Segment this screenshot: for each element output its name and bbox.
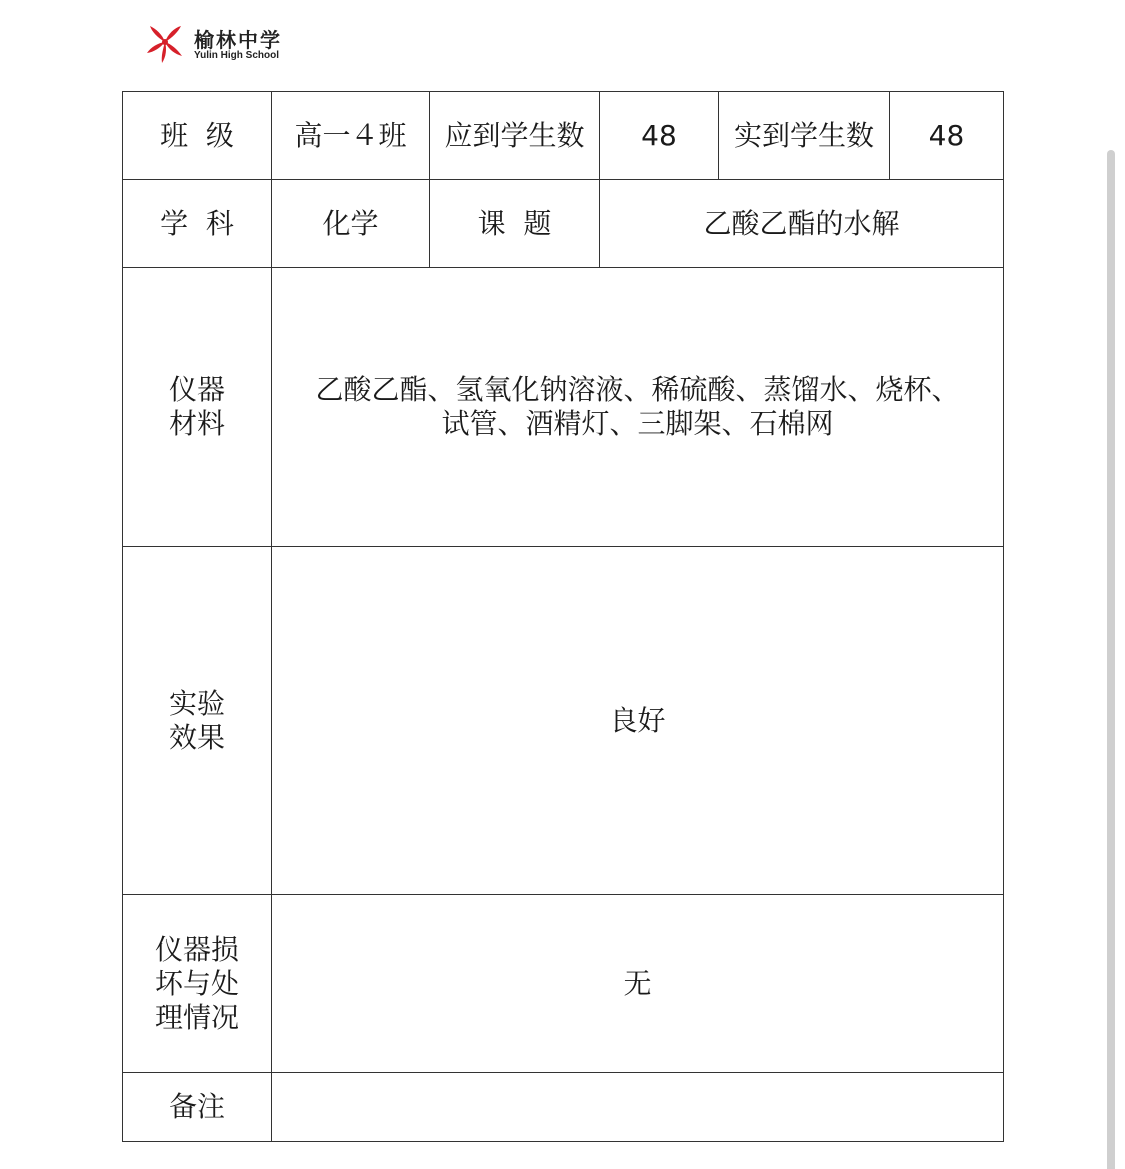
damage-label-line: 仪器损 xyxy=(154,932,239,966)
table-row xyxy=(123,547,1004,895)
materials-label-line: 材料 xyxy=(168,407,225,440)
class-label: 班 级 xyxy=(123,92,272,180)
damage-label-line: 理情况 xyxy=(154,1000,239,1034)
school-name-en: Yulin High School xyxy=(194,50,279,61)
materials-label-line: 仪器 xyxy=(168,373,225,406)
expected-students-value: 48 xyxy=(600,92,719,180)
materials-label xyxy=(123,268,272,547)
subject-value: 化学 xyxy=(272,180,430,268)
subject-label: 学 科 xyxy=(123,180,272,268)
effect-label xyxy=(123,547,272,895)
actual-students-label: 实到学生数 xyxy=(719,92,890,180)
table-row xyxy=(123,268,1004,547)
effect-label-line: 实验 xyxy=(168,686,225,720)
remarks-value[interactable] xyxy=(272,1073,1004,1142)
school-emblem-icon xyxy=(144,22,186,64)
expected-students-label: 应到学生数 xyxy=(430,92,600,180)
class-value: 高一４班 xyxy=(272,92,430,180)
vertical-scrollbar[interactable] xyxy=(1107,150,1115,1169)
remarks-label: 备注 xyxy=(123,1073,272,1142)
topic-label: 课 题 xyxy=(430,180,600,268)
damage-label-line: 坏与处 xyxy=(154,966,239,1000)
materials-value-line: 试管、酒精灯、三脚架、石棉网 xyxy=(441,407,834,440)
topic-value: 乙酸乙酯的水解 xyxy=(600,180,1004,268)
materials-value-line: 乙酸乙酯、氢氧化钠溶液、稀硫酸、蒸馏水、烧杯、 xyxy=(315,373,960,406)
experiment-record-table xyxy=(122,91,1004,1142)
materials-value xyxy=(272,268,1004,547)
damage-label xyxy=(123,895,272,1073)
table-row xyxy=(123,180,1004,268)
table-row xyxy=(123,1073,1004,1142)
table-row xyxy=(123,895,1004,1073)
damage-value: 无 xyxy=(272,895,1004,1073)
school-logo xyxy=(144,22,304,68)
school-name-cn: 榆林中学 xyxy=(194,28,282,52)
table-row xyxy=(123,92,1004,180)
effect-label-line: 效果 xyxy=(168,720,225,754)
effect-value: 良好 xyxy=(272,547,1004,895)
actual-students-value: 48 xyxy=(890,92,1004,180)
